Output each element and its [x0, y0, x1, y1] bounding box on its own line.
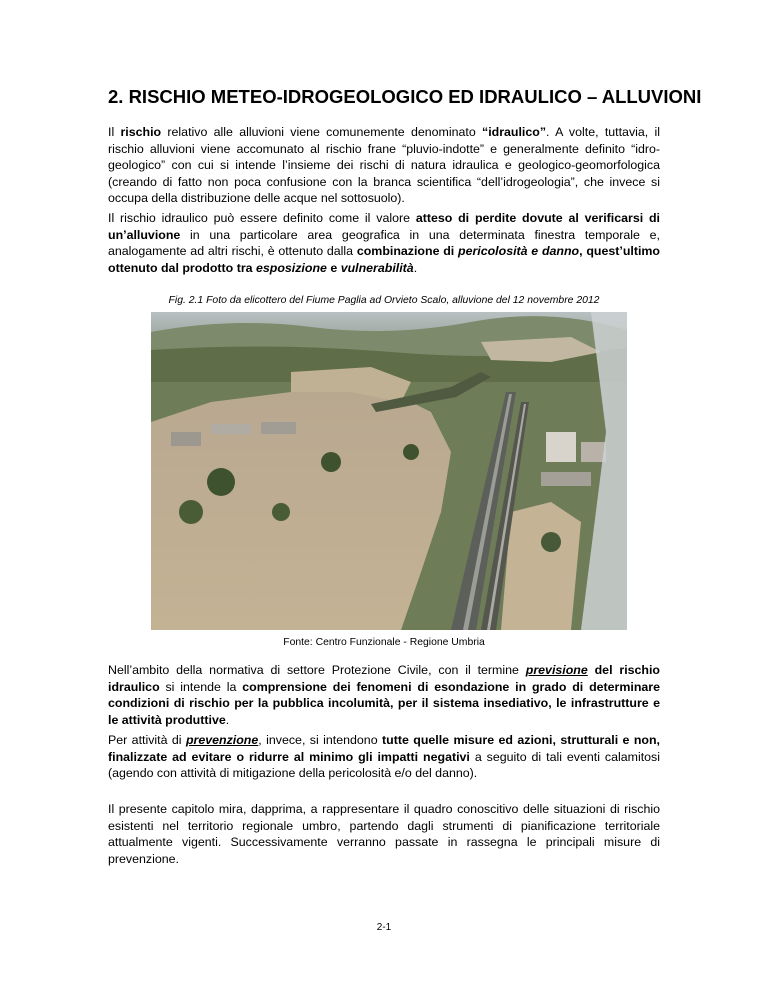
bold-text: del rischio idraulico [108, 663, 660, 694]
chapter-title: 2. RISCHIO METEO-IDROGEOLOGICO ED IDRAULICO – ALLUVIONI [108, 86, 702, 107]
text: . A volte, tuttavia, il rischio alluvioni viene accomunato al rischio frane “pluvio-indotte” e generalmente definito “idro-geologico” con cui si intende l’insieme dei rischi di natura idraulica e geologico-geomorfologica (creando di fatto non poca confusione con la branca scientifica “dell’idrogeologia”, che invece si occupa della distribuzione delle acque nel sottosuolo). [108, 125, 661, 206]
bold-italic-text: esposizione [255, 260, 327, 275]
text: , invece, si intendono [258, 733, 382, 747]
text: relativo alle alluvioni viene comunemente denominato [161, 125, 482, 139]
page-number: 2-1 [376, 922, 392, 933]
paragraph-prevenzione [108, 732, 660, 782]
text: . [225, 712, 230, 727]
bold-text: atteso di perdite dovute al verificarsi di un’alluvione [108, 211, 661, 242]
bold-underlined-term: previsione [525, 663, 588, 677]
bold-italic-text: vulnerabilità [340, 260, 414, 275]
paragraph-intro [108, 124, 660, 207]
bold-text: combinazione di [356, 244, 458, 259]
paragraph-chapter-aim: Il presente capitolo mira, dapprima, a rappresentare il quadro conoscitivo delle situazioni di rischio esistenti nel territorio regionale umbro, partendo dagli strumenti di pianificazione territoriale attualmente vigenti. Successivamente verranno passate in rassegna le principali misure di prevenzione. [108, 802, 660, 866]
bold-text: tutte quelle misure ed azioni, strutturali e non, finalizzate ad evitare o ridurre al minimo gli impatti negativi [108, 733, 660, 764]
text: Il [108, 125, 121, 139]
text: si intende la [159, 679, 243, 694]
paragraph-definition [108, 210, 660, 276]
text: in una particolare area geografica in una determinata finestra temporale e, analogamente ad altri rischi, è ottenuto dalla [108, 227, 660, 259]
figure-caption: Fig. 2.1 Foto da elicottero del Fiume Paglia ad Orvieto Scalo, alluvione del 12 novembre 2012 [168, 295, 600, 306]
text: Per attività di [108, 733, 186, 747]
bold-italic-text: pericolosità e danno [458, 244, 580, 259]
bold-text: rischio [120, 125, 162, 139]
bold-text: e [326, 260, 341, 275]
bold-text: comprensione dei fenomeni di esondazione in grado di determinare condizioni di rischio per la pubblica incolumità, per il sistema insediativo, le infrastrutture e le attività produttive [108, 679, 661, 727]
text: Il rischio idraulico può essere definito come il valore [108, 211, 416, 225]
flood-aerial-photo [151, 312, 627, 630]
text: . [413, 260, 418, 275]
paragraph-previsione [108, 662, 660, 728]
bold-underlined-term: prevenzione [185, 733, 259, 747]
bold-text: , quest’ultimo ottenuto dal prodotto tra [108, 244, 661, 275]
text: Nell’ambito della normativa di settore Protezione Civile, con il termine [108, 663, 526, 677]
text: a seguito di tali eventi calamitosi (agendo con attività di mitigazione della pericolosità e/o del danno). [108, 749, 660, 781]
figure-source: Fonte: Centro Funzionale - Regione Umbria [283, 637, 485, 648]
bold-text: “idraulico” [482, 125, 547, 139]
